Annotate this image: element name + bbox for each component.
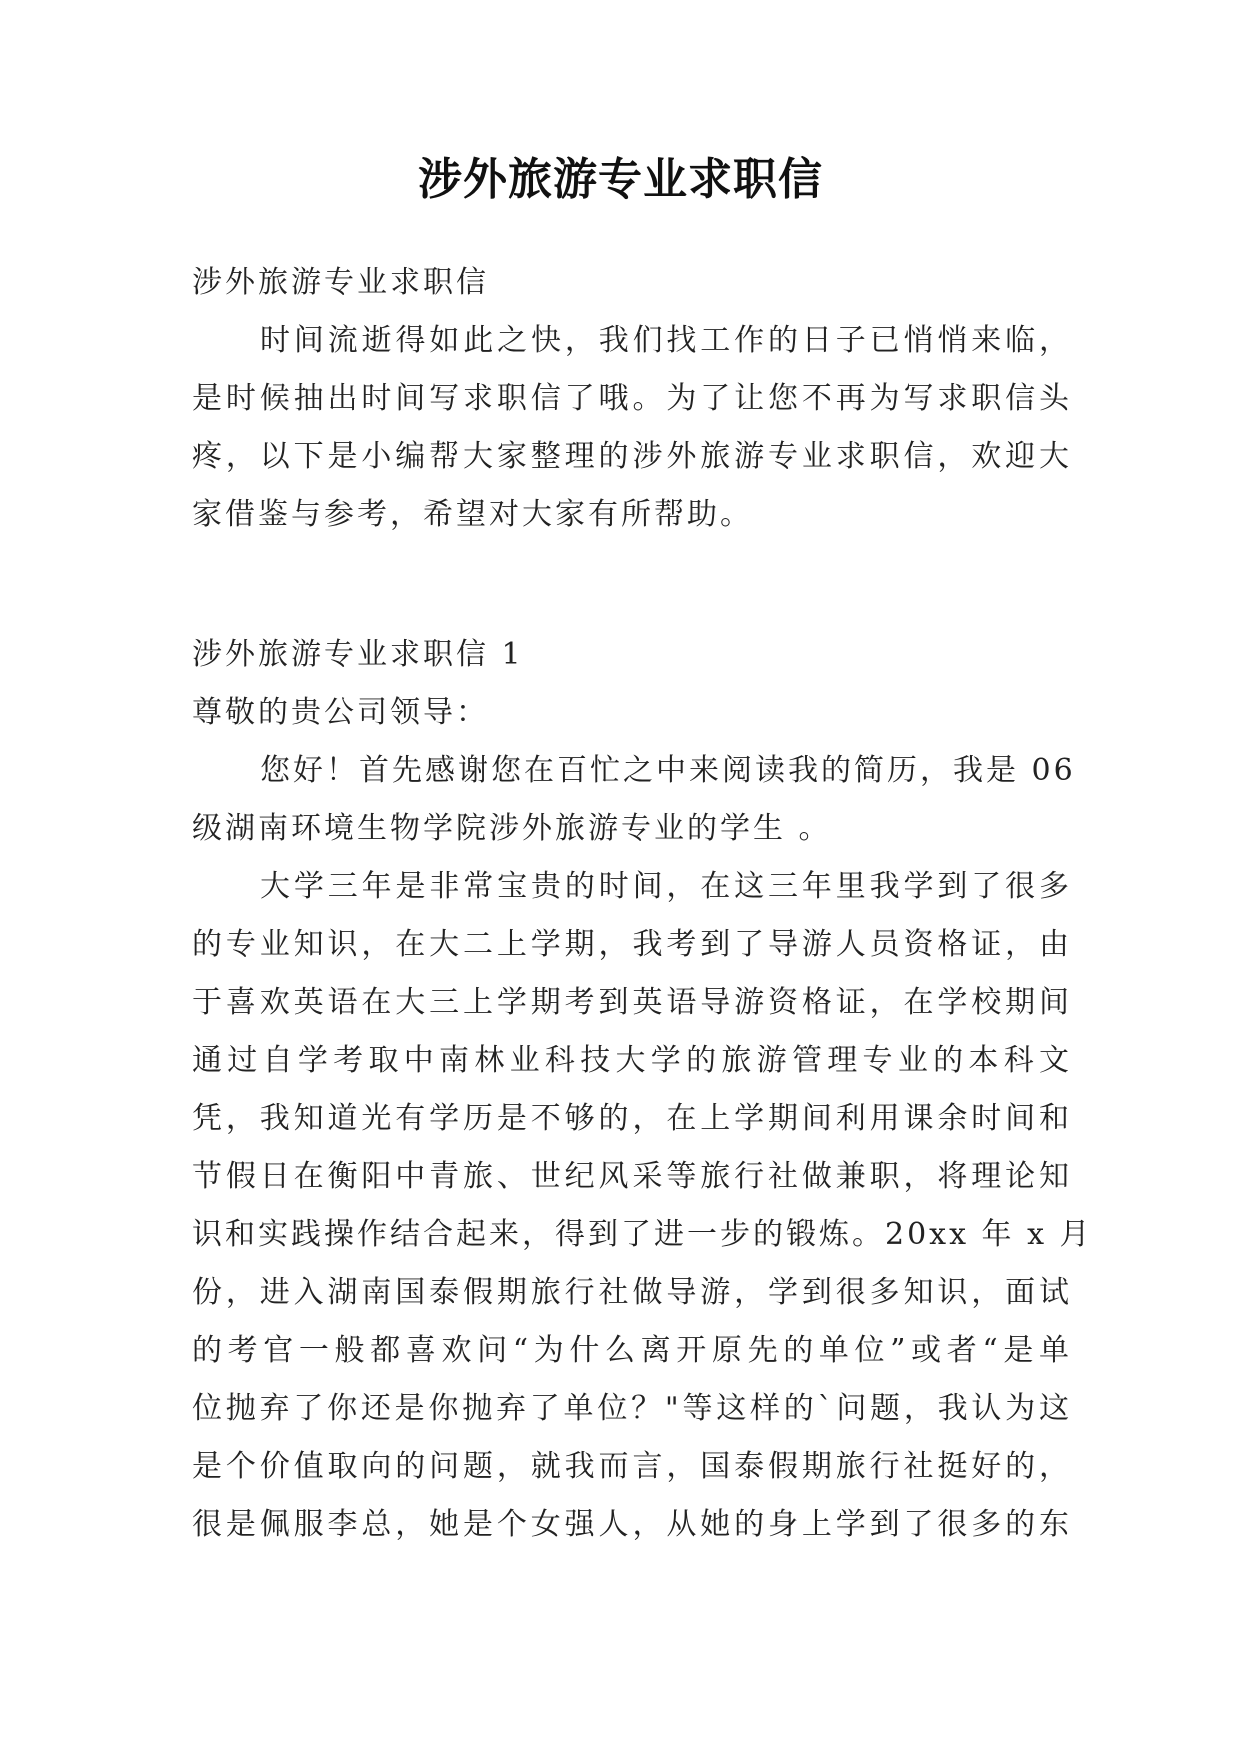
paragraph-line: 节假日在衡阳中青旅、世纪风采等旅行社做兼职，将理论知 — [192, 1159, 1072, 1194]
intro-line: 是时候抽出时间写求职信了哦。为了让您不再为写求职信头 — [192, 381, 1072, 416]
paragraph-line: 通过自学考取中南林业科技大学的旅游管理专业的本科文 — [192, 1043, 1072, 1078]
paragraph-line: 于喜欢英语在大三上学期考到英语导游资格证，在学校期间 — [192, 985, 1072, 1020]
paragraph-line: 的专业知识，在大二上学期，我考到了导游人员资格证，由 — [192, 927, 1072, 962]
paragraph-line: 大学三年是非常宝贵的时间，在这三年里我学到了很多 — [260, 869, 1072, 904]
paragraph-line: 您好！首先感谢您在百忙之中来阅读我的简历，我是 06 — [260, 753, 1076, 788]
paragraph-line: 的考官一般都喜欢问“为什么离开原先的单位”或者“是单 — [192, 1333, 1072, 1368]
paragraph-line: 很是佩服李总，她是个女强人，从她的身上学到了很多的东 — [192, 1507, 1072, 1542]
paragraph-line: 凭，我知道光有学历是不够的，在上学期间利用课余时间和 — [192, 1101, 1072, 1136]
document-title: 涉外旅游专业求职信 — [418, 154, 823, 205]
letter-heading: 涉外旅游专业求职信 1 — [192, 637, 524, 672]
paragraph-line: 份，进入湖南国泰假期旅行社做导游，学到很多知识，面试 — [192, 1275, 1072, 1310]
intro-line: 疼，以下是小编帮大家整理的涉外旅游专业求职信，欢迎大 — [192, 439, 1072, 474]
intro-line: 家借鉴与参考，希望对大家有所帮助。 — [192, 497, 753, 532]
salutation: 尊敬的贵公司领导： — [192, 695, 489, 730]
paragraph-line: 位抛弃了你还是你抛弃了单位？"等这样的`问题，我认为这 — [192, 1391, 1072, 1426]
section-subtitle: 涉外旅游专业求职信 — [192, 265, 489, 300]
paragraph-line: 是个价值取向的问题，就我而言，国泰假期旅行社挺好的， — [192, 1449, 1072, 1484]
paragraph-line: 识和实践操作结合起来，得到了进一步的锻炼。20xx 年 x 月 — [192, 1217, 1093, 1252]
paragraph-line: 级湖南环境生物学院涉外旅游专业的学生 。 — [192, 811, 832, 846]
letter-section — [192, 626, 1093, 1554]
intro-section — [192, 254, 1072, 544]
intro-line: 时间流逝得如此之快，我们找工作的日子已悄悄来临， — [260, 323, 1072, 358]
